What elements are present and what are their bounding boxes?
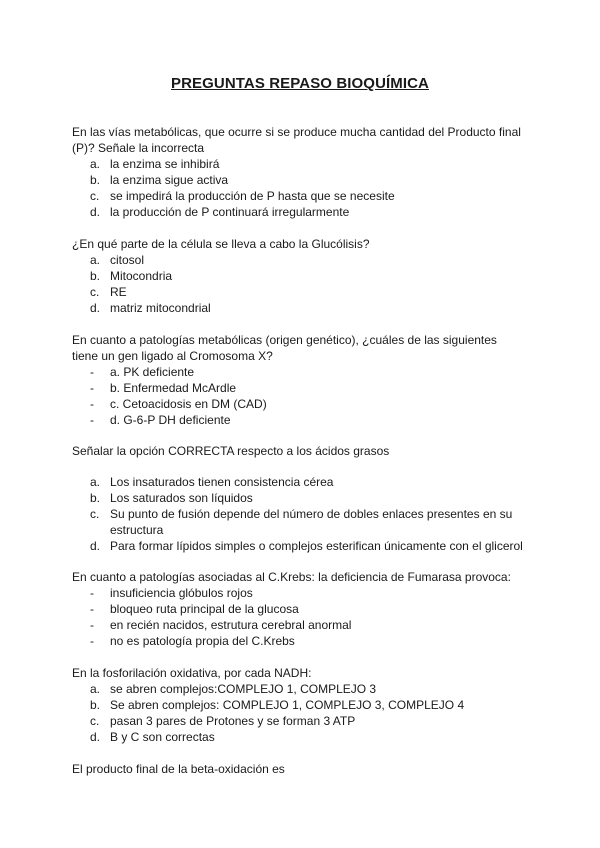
option-text: la enzima sigue activa (110, 173, 229, 187)
question-1-line-2: (P)? Señale la incorrecta (72, 141, 205, 155)
option-text: no es patología propia del C.Krebs (110, 634, 295, 648)
option-marker: a. (90, 682, 101, 696)
option-text: Su punto de fusión depende del número de dobles enlaces presentes en su (110, 507, 513, 521)
option-marker: d. (90, 301, 101, 315)
option-text: Mitocondria (110, 269, 173, 283)
option-text: Los insaturados tienen consistencia cérea (110, 475, 334, 489)
option-marker: - (90, 634, 94, 648)
option-text: b. Enfermedad McArdle (110, 381, 237, 395)
option-marker: c. (90, 507, 100, 521)
option-text: en recién nacidos, estrutura cerebral anormal (110, 618, 352, 632)
option-marker: b. (90, 269, 101, 283)
option-text: se impedirá la producción de P hasta que se necesite (110, 189, 395, 203)
option-text: c. Cetoacidosis en DM (CAD) (110, 397, 267, 411)
option-text: pasan 3 pares de Protones y se forman 3 ATP (110, 714, 356, 728)
option-text: Para formar lípidos simples o complejos esterifican únicamente con el glicerol (110, 539, 523, 553)
option-text: d. G-6-P DH deficiente (110, 413, 231, 427)
question-2-line-1: ¿En qué parte de la célula se lleva a cabo la Glucólisis? (72, 237, 370, 251)
option-marker: d. (90, 205, 101, 219)
option-text: a. PK deficiente (110, 365, 195, 379)
option-marker: c. (90, 189, 100, 203)
option-marker: c. (90, 285, 100, 299)
option-marker: b. (90, 173, 101, 187)
option-marker: a. (90, 157, 101, 171)
option-marker: d. (90, 730, 101, 744)
question-3-line-2: tiene un gen ligado al Cromosoma X? (72, 349, 273, 363)
option-marker: d. (90, 539, 101, 553)
option-marker: a. (90, 475, 101, 489)
option-marker: - (90, 602, 94, 616)
option-text: bloqueo ruta principal de la glucosa (110, 602, 299, 616)
option-text-continued: estructura (110, 523, 164, 537)
option-text: la producción de P continuará irregularmente (110, 205, 350, 219)
option-marker: b. (90, 491, 101, 505)
question-7-line-1: El producto final de la beta-oxidación es (72, 762, 285, 776)
option-marker: - (90, 618, 94, 632)
option-text: Los saturados son líquidos (110, 491, 253, 505)
option-text: insuficiencia glóbulos rojos (110, 586, 253, 600)
option-text: Se abren complejos: COMPLEJO 1, COMPLEJO 3, COMPLEJO 4 (110, 698, 465, 712)
option-text: se abren complejos:COMPLEJO 1, COMPLEJO 3 (110, 682, 377, 696)
option-marker: - (90, 397, 94, 411)
question-4-line-1: Señalar la opción CORRECTA respecto a los ácidos grasos (72, 444, 390, 458)
option-marker: a. (90, 253, 101, 267)
option-marker: - (90, 365, 94, 379)
option-marker: - (90, 413, 94, 427)
question-3-line-1: En cuanto a patologías metabólicas (origen genético), ¿cuáles de las siguientes (72, 333, 497, 347)
option-text: B y C son correctas (110, 730, 215, 744)
option-text: matriz mitocondrial (110, 301, 211, 315)
page-title: PREGUNTAS REPASO BIOQUÍMICA (171, 75, 429, 92)
option-marker: - (90, 381, 94, 395)
option-text: la enzima se inhibirá (110, 157, 220, 171)
option-marker: c. (90, 714, 100, 728)
question-5-line-1: En cuanto a patologías asociadas al C.Krebs: la deficiencia de Fumarasa provoca: (72, 570, 511, 584)
question-6-line-1: En la fosforilación oxidativa, por cada NADH: (72, 666, 312, 680)
option-marker: b. (90, 698, 101, 712)
option-text: citosol (110, 253, 145, 267)
option-text: RE (110, 285, 127, 299)
option-marker: - (90, 586, 94, 600)
question-1-line-1: En las vías metabólicas, que ocurre si se produce mucha cantidad del Producto final (72, 125, 521, 139)
